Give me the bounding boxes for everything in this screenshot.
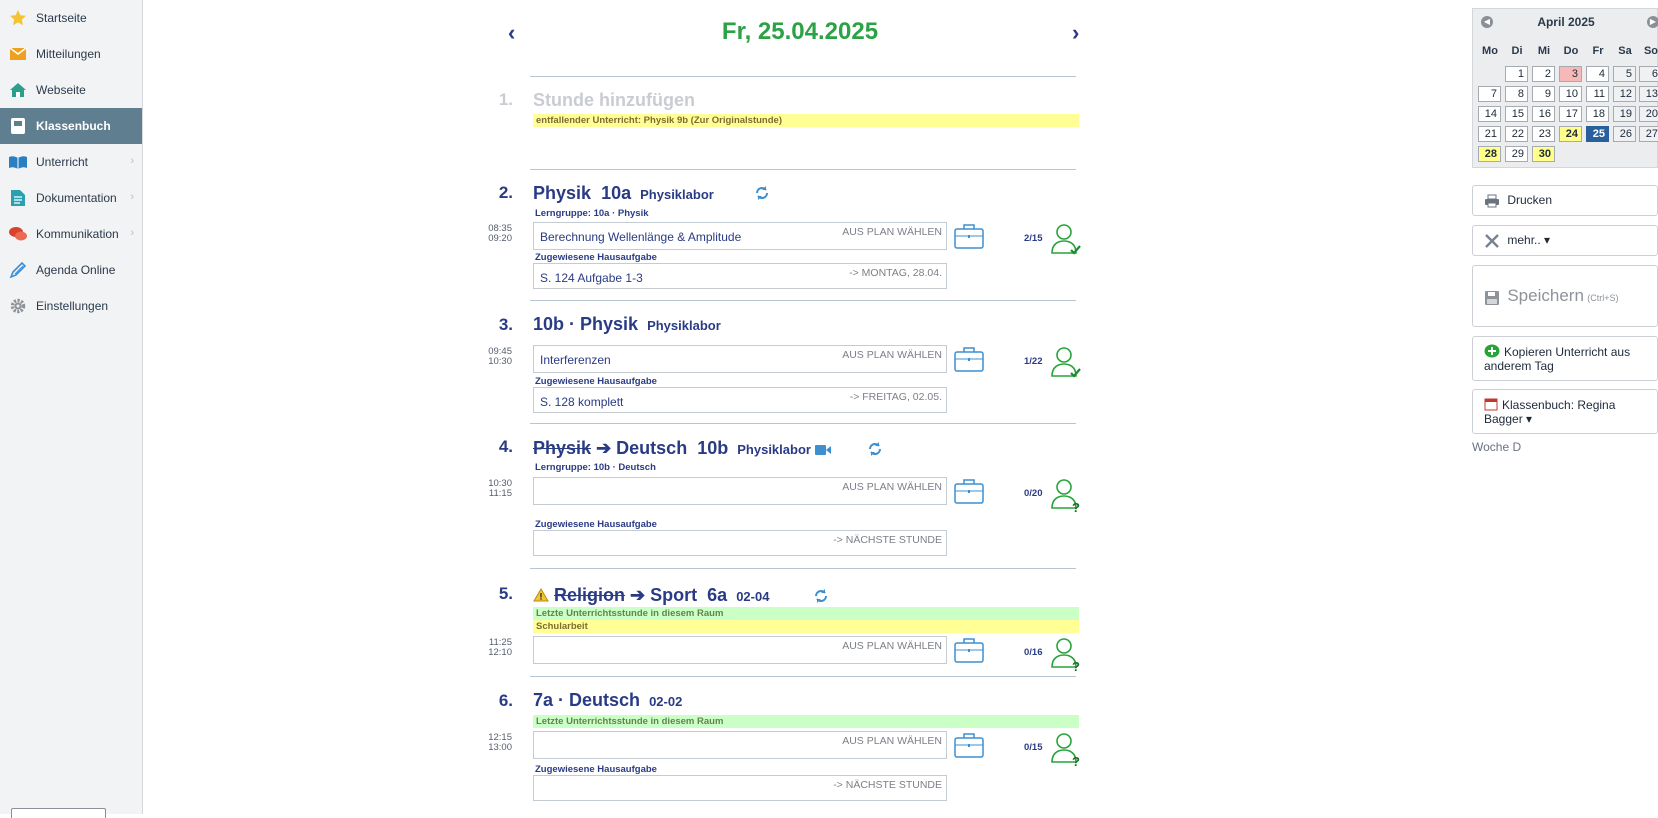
save-button[interactable] — [1472, 265, 1658, 327]
divider — [530, 423, 1076, 424]
sidebar-item-label: Dokumentation — [36, 191, 117, 205]
time-end: 12:10 — [488, 647, 512, 658]
calendar-icon — [1484, 397, 1498, 411]
lesson-time — [470, 733, 512, 753]
homework-label: Zugewiesene Hausaufgabe — [535, 252, 657, 263]
time-end: 10:30 — [488, 356, 512, 367]
choose-from-plan-link[interactable]: AUS PLAN WÄHLEN — [842, 640, 942, 652]
lesson-number: 6. — [498, 691, 513, 710]
attendance-question-icon — [1050, 478, 1082, 512]
home-icon — [8, 80, 28, 100]
lesson-class: 6a — [707, 585, 728, 605]
sidebar-item-label: Kommunikation — [36, 227, 119, 241]
sidebar-item-label: Agenda Online — [36, 263, 116, 277]
time-end: 11:15 — [488, 488, 512, 499]
homework-due[interactable]: -> FREITAG, 02.05. — [849, 391, 942, 403]
calendar-prev-month-button[interactable]: ◀ — [1481, 16, 1493, 28]
book-icon — [8, 152, 28, 172]
homework-text: S. 128 komplett — [540, 395, 624, 409]
chat-icon — [8, 224, 28, 244]
attendance-question-icon — [1050, 637, 1082, 671]
choose-from-plan-link[interactable]: AUS PLAN WÄHLEN — [842, 481, 942, 493]
sidebar-item-einstellungen[interactable] — [0, 288, 142, 324]
sidebar-item-agenda-online[interactable] — [0, 252, 142, 288]
notebook-icon — [8, 116, 28, 136]
lesson-number: 2. — [498, 183, 513, 202]
divider — [530, 169, 1076, 170]
lesson-time — [470, 347, 512, 367]
sidebar-item-label: Einstellungen — [36, 299, 109, 313]
copy-lessons-button[interactable] — [1472, 336, 1658, 381]
calendar-day[interactable]: 5 — [1613, 66, 1636, 82]
topic-text: Berechnung Wellenlänge & Amplitude — [540, 230, 742, 244]
calendar-day[interactable]: 30 — [1532, 146, 1555, 162]
sidebar-item-label: Startseite — [36, 11, 87, 25]
add-lesson-link[interactable]: Stunde hinzufügen — [533, 90, 695, 110]
calendar-day[interactable]: 17 — [1559, 106, 1582, 122]
sidebar-item-label: Webseite — [36, 83, 86, 97]
substitution-arrow: ➔ — [630, 585, 646, 605]
briefcase-icon[interactable] — [954, 732, 984, 758]
lesson-class: 10b — [697, 438, 729, 458]
homework-due[interactable]: -> NÄCHSTE STUNDE — [833, 779, 942, 791]
lesson-room: Physiklabor — [737, 442, 811, 457]
more-menu-button[interactable] — [1472, 225, 1658, 256]
lesson-original-subject: Physik — [533, 438, 592, 458]
learning-group: Lerngruppe: 10b · Deutsch — [535, 462, 656, 473]
time-start: 09:45 — [488, 346, 512, 357]
topic-text: Interferenzen — [540, 353, 611, 367]
weekday-header: Mo — [1482, 45, 1498, 57]
attendance-question-icon — [1050, 732, 1082, 766]
sidebar-item-label: Unterricht — [36, 155, 89, 169]
svg-text:?: ? — [1072, 659, 1080, 671]
divider — [530, 568, 1076, 569]
calendar-day[interactable]: 4 — [1586, 66, 1609, 82]
calendar-empty-cell — [1478, 66, 1501, 82]
exam-notice: Schularbeit — [533, 620, 1079, 633]
briefcase-icon[interactable] — [954, 346, 984, 372]
homework-field[interactable] — [533, 387, 947, 413]
video-icon[interactable] — [814, 444, 832, 456]
homework-label: Zugewiesene Hausaufgabe — [535, 764, 657, 775]
main-content — [488, 0, 1080, 791]
lesson-title[interactable] — [533, 438, 811, 459]
topic-field[interactable] — [533, 731, 947, 759]
copy-plus-icon — [1484, 344, 1500, 358]
lesson-room: 02-04 — [736, 589, 770, 604]
homework-field[interactable] — [533, 530, 947, 556]
lesson-number: 1. — [498, 90, 513, 109]
sidebar-item-dokumentation[interactable] — [0, 180, 142, 216]
envelope-icon — [8, 44, 28, 64]
choose-from-plan-link[interactable]: AUS PLAN WÄHLEN — [842, 735, 942, 747]
calendar-day[interactable]: 19 — [1613, 106, 1636, 122]
briefcase-icon[interactable] — [954, 637, 984, 663]
topic-field[interactable] — [533, 477, 947, 505]
sync-icon[interactable] — [867, 441, 883, 457]
lesson-room: 02-02 — [649, 694, 683, 709]
attendance-check-icon — [1050, 346, 1082, 380]
previous-day-button[interactable]: ‹ — [508, 20, 516, 45]
copy-label: Kopieren Unterricht aus anderem Tag — [1484, 345, 1631, 373]
calendar-month-title: April 2025 — [1537, 15, 1595, 29]
weekday-header: Di — [1511, 45, 1523, 57]
gear-icon — [8, 296, 28, 316]
chevron-right-icon: › — [130, 155, 134, 167]
lesson-subject: Sport — [650, 585, 698, 605]
substitution-arrow: ➔ — [596, 438, 612, 458]
calendar-day[interactable]: 22 — [1505, 126, 1528, 142]
page-title: Fr, 25.04.2025 — [721, 18, 879, 45]
calendar-day[interactable]: 20 — [1639, 106, 1658, 122]
topic-field[interactable] — [533, 222, 947, 250]
calendar-day[interactable]: 24 — [1559, 126, 1582, 142]
calendar-day[interactable]: 16 — [1532, 106, 1555, 122]
lesson-number: 3. — [498, 315, 513, 334]
print-label: Drucken — [1507, 193, 1553, 207]
homework-label: Zugewiesene Hausaufgabe — [535, 376, 657, 387]
sidebar-item-label: Klassenbuch — [36, 119, 111, 133]
attendance[interactable] — [1024, 346, 1084, 382]
weekday-header: Fr — [1592, 45, 1604, 57]
lesson-title[interactable] — [533, 690, 682, 711]
time-end: 13:00 — [488, 742, 512, 753]
calendar-day-selected[interactable]: 25 — [1586, 126, 1609, 142]
calendar-day[interactable]: 26 — [1613, 126, 1636, 142]
lesson-class-subject: 7a · Deutsch — [533, 690, 641, 710]
homework-label: Zugewiesene Hausaufgabe — [535, 519, 657, 530]
next-day-button[interactable]: › — [1072, 20, 1080, 45]
topic-field[interactable] — [533, 345, 947, 373]
homework-due[interactable]: -> MONTAG, 28.04. — [849, 267, 942, 279]
cancelled-lesson-notice[interactable]: entfallender Unterricht: Physik 9b (Zur Originalstunde) — [533, 114, 1079, 127]
attendance-count: 0/20 — [1024, 488, 1043, 499]
star-icon — [8, 8, 28, 28]
chevron-right-icon: › — [130, 191, 134, 203]
attendance[interactable] — [1024, 223, 1084, 259]
homework-field[interactable] — [533, 263, 947, 289]
lesson-time — [470, 224, 512, 244]
sync-icon[interactable] — [754, 185, 770, 201]
week-label: Woche D — [1472, 440, 1522, 454]
sidebar-item-unterricht[interactable] — [0, 144, 142, 180]
calendar-day[interactable]: 12 — [1613, 86, 1636, 102]
weekday-header: Mi — [1537, 45, 1551, 57]
briefcase-icon[interactable] — [954, 478, 984, 504]
sidebar-item-label: Mitteilungen — [36, 47, 101, 61]
lesson-original-subject: Religion — [554, 585, 626, 605]
calendar-day[interactable]: 10 — [1559, 86, 1582, 102]
attendance[interactable] — [1024, 478, 1084, 514]
mini-calendar — [1472, 8, 1658, 168]
calendar-day[interactable]: 15 — [1505, 106, 1528, 122]
warning-icon — [533, 588, 549, 602]
lesson-class-subject: 10b · Physik — [533, 314, 639, 334]
calendar-day[interactable]: 2 — [1532, 66, 1555, 82]
floppy-disk-icon — [1484, 290, 1500, 306]
topic-field[interactable] — [533, 636, 947, 664]
lesson-time — [470, 638, 512, 658]
homework-text: S. 124 Aufgabe 1-3 — [540, 271, 643, 285]
calendar-day[interactable]: 7 — [1478, 86, 1501, 102]
time-start: 08:35 — [488, 223, 512, 234]
homework-due[interactable]: -> NÄCHSTE STUNDE — [833, 534, 942, 546]
time-end: 09:20 — [488, 233, 512, 244]
sidebar-item-klassenbuch[interactable] — [0, 108, 142, 144]
calendar-day[interactable]: 9 — [1532, 86, 1555, 102]
sync-icon[interactable] — [813, 588, 829, 604]
calendar-day[interactable]: 27 — [1639, 126, 1658, 142]
divider — [530, 76, 1076, 77]
calendar-day[interactable]: 21 — [1478, 126, 1501, 142]
calendar-day[interactable]: 6 — [1639, 66, 1658, 82]
calendar-day[interactable]: 18 — [1586, 106, 1609, 122]
choose-from-plan-link[interactable]: AUS PLAN WÄHLEN — [842, 349, 942, 361]
last-lesson-in-room-notice: Letzte Unterrichtsstunde in diesem Raum — [533, 607, 1079, 620]
lesson-class: 10a — [601, 183, 632, 203]
svg-text:?: ? — [1072, 754, 1080, 766]
calendar-day[interactable]: 13 — [1639, 86, 1658, 102]
print-button[interactable] — [1472, 185, 1658, 216]
lesson-number: 4. — [498, 437, 513, 456]
time-start: 11:25 — [488, 637, 512, 648]
tools-icon — [1484, 233, 1500, 249]
lesson-title[interactable] — [533, 314, 721, 335]
lesson-subject: Deutsch — [616, 438, 688, 458]
attendance[interactable] — [1024, 732, 1084, 768]
learning-group: Lerngruppe: 10a · Physik — [535, 208, 649, 219]
calendar-day[interactable]: 8 — [1505, 86, 1528, 102]
svg-text:?: ? — [1072, 500, 1080, 512]
save-label: Speichern — [1507, 286, 1584, 305]
time-start: 10:30 — [488, 478, 512, 489]
attendance-count: 0/16 — [1024, 647, 1043, 658]
time-start: 12:15 — [488, 732, 512, 743]
attendance-check-icon — [1050, 223, 1082, 257]
lesson-room: Physiklabor — [647, 318, 721, 333]
last-lesson-in-room-notice: Letzte Unterrichtsstunde in diesem Raum — [533, 715, 1079, 728]
classbook-label: Klassenbuch: Regina Bagger ▾ — [1484, 398, 1616, 426]
document-icon — [8, 188, 28, 208]
calendar-day[interactable]: 11 — [1586, 86, 1609, 102]
lesson-time — [470, 479, 512, 499]
date-navigation — [496, 0, 1080, 68]
classbook-selector-button[interactable] — [1472, 389, 1658, 434]
sidebar-bottom-control[interactable] — [11, 808, 106, 818]
divider — [530, 300, 1076, 301]
weekday-header: Sa — [1618, 45, 1632, 57]
lesson-subject: Physik — [533, 183, 592, 203]
pencil-icon — [8, 260, 28, 280]
save-shortcut: (Ctrl+S) — [1587, 293, 1619, 303]
weekday-header: Do — [1563, 45, 1579, 57]
calendar-next-month-button[interactable]: ▶ — [1647, 16, 1658, 28]
sidebar-item-mitteilungen[interactable] — [0, 36, 142, 72]
lesson-number: 5. — [498, 584, 513, 603]
lesson-room: Physiklabor — [640, 187, 714, 202]
attendance[interactable] — [1024, 637, 1084, 673]
more-label: mehr.. ▾ — [1507, 233, 1551, 247]
attendance-count: 2/15 — [1024, 233, 1043, 244]
calendar-day[interactable]: 29 — [1505, 146, 1528, 162]
lesson-title[interactable] — [533, 183, 714, 204]
calendar-day[interactable]: 1 — [1505, 66, 1528, 82]
attendance-count: 1/22 — [1024, 356, 1043, 367]
sidebar-item-kommunikation[interactable] — [0, 216, 142, 252]
sidebar-item-startseite[interactable] — [0, 0, 142, 36]
printer-icon — [1484, 194, 1500, 208]
homework-field[interactable] — [533, 775, 947, 801]
attendance-count: 0/15 — [1024, 742, 1043, 753]
calendar-day[interactable]: 3 — [1559, 66, 1582, 82]
sidebar — [0, 0, 143, 814]
sidebar-item-webseite[interactable] — [0, 72, 142, 108]
calendar-day[interactable]: 23 — [1532, 126, 1555, 142]
calendar-day[interactable]: 28 — [1478, 146, 1501, 162]
lesson-title[interactable] — [533, 585, 769, 606]
chevron-right-icon: › — [130, 227, 134, 239]
calendar-day[interactable]: 14 — [1478, 106, 1501, 122]
choose-from-plan-link[interactable]: AUS PLAN WÄHLEN — [842, 226, 942, 238]
weekday-header: So — [1643, 45, 1658, 57]
briefcase-icon[interactable] — [954, 223, 984, 249]
divider — [530, 676, 1076, 677]
